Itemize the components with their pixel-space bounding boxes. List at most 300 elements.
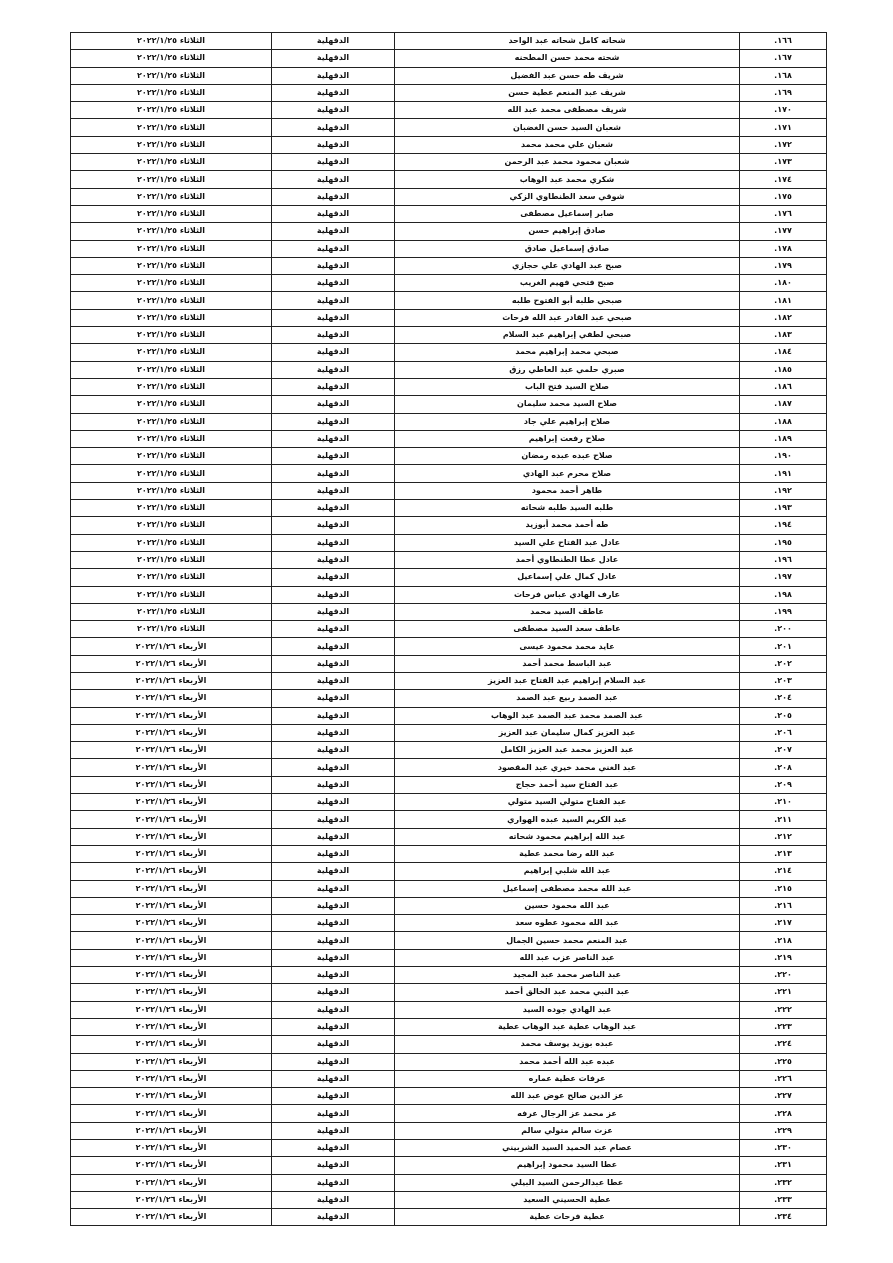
date-cell: الأربعاء ٢٠٢٢/١/٢٦ [71, 845, 272, 862]
row-number-cell: ٢٢٢. [740, 1001, 827, 1018]
date-cell: الأربعاء ٢٠٢٢/١/٢٦ [71, 967, 272, 984]
table-row [71, 448, 827, 465]
table-row [71, 1088, 827, 1105]
date-cell: الأربعاء ٢٠٢٢/١/٢٦ [71, 1001, 272, 1018]
table-row [71, 742, 827, 759]
row-number-cell: ٢٢٤. [740, 1036, 827, 1053]
governorate-cell: الدقهلية [272, 205, 395, 222]
table-row [71, 1070, 827, 1087]
governorate-cell: الدقهلية [272, 534, 395, 551]
full-name-cell: شريف طه حسن عبد الفضيل [395, 67, 740, 84]
table-row [71, 551, 827, 568]
date-cell: الثلاثاء ٢٠٢٢/١/٢٥ [71, 50, 272, 67]
row-number-cell: ٢١٨. [740, 932, 827, 949]
full-name-cell: شوقي سعد الطنطاوي الزكي [395, 188, 740, 205]
row-number-cell: ١٧٦. [740, 205, 827, 222]
row-number-cell: ١٨١. [740, 292, 827, 309]
row-number-cell: ٢٣٣. [740, 1191, 827, 1208]
row-number-cell: ١٨٥. [740, 361, 827, 378]
date-cell: الثلاثاء ٢٠٢٢/١/٢٥ [71, 534, 272, 551]
date-cell: الأربعاء ٢٠٢٢/١/٢٦ [71, 1036, 272, 1053]
date-cell: الأربعاء ٢٠٢٢/١/٢٦ [71, 672, 272, 689]
governorate-cell: الدقهلية [272, 551, 395, 568]
governorate-cell: الدقهلية [272, 828, 395, 845]
table-row [71, 430, 827, 447]
governorate-cell: الدقهلية [272, 1191, 395, 1208]
governorate-cell: الدقهلية [272, 586, 395, 603]
date-cell: الأربعاء ٢٠٢٢/١/٢٦ [71, 1174, 272, 1191]
full-name-cell: عطية الحسيني السعيد [395, 1191, 740, 1208]
row-number-cell: ٢١٣. [740, 845, 827, 862]
row-number-cell: ١٩١. [740, 465, 827, 482]
full-name-cell: عطا السيد محمود إبراهيم [395, 1157, 740, 1174]
date-cell: الثلاثاء ٢٠٢٢/١/٢٥ [71, 482, 272, 499]
table-row [71, 672, 827, 689]
governorate-cell: الدقهلية [272, 327, 395, 344]
governorate-cell: الدقهلية [272, 378, 395, 395]
full-name-cell: عبده عبد الله أحمد محمد [395, 1053, 740, 1070]
date-cell: الثلاثاء ٢٠٢٢/١/٢٥ [71, 223, 272, 240]
row-number-cell: ٢١٧. [740, 915, 827, 932]
governorate-cell: الدقهلية [272, 1018, 395, 1035]
governorate-cell: الدقهلية [272, 915, 395, 932]
full-name-cell: عصام عبد الحميد السيد الشربيني [395, 1140, 740, 1157]
date-cell: الأربعاء ٢٠٢٢/١/٢٦ [71, 759, 272, 776]
table-row [71, 154, 827, 171]
row-number-cell: ٢١٢. [740, 828, 827, 845]
table-row [71, 534, 827, 551]
table-row [71, 828, 827, 845]
table-row [71, 1053, 827, 1070]
governorate-cell: الدقهلية [272, 724, 395, 741]
governorate-cell: الدقهلية [272, 1174, 395, 1191]
governorate-cell: الدقهلية [272, 1070, 395, 1087]
full-name-cell: عبد المنعم محمد حسين الجمال [395, 932, 740, 949]
table-row [71, 1001, 827, 1018]
row-number-cell: ١٧٨. [740, 240, 827, 257]
table-row [71, 205, 827, 222]
date-cell: الثلاثاء ٢٠٢٢/١/٢٥ [71, 430, 272, 447]
governorate-cell: الدقهلية [272, 33, 395, 50]
row-number-cell: ١٧١. [740, 119, 827, 136]
table-row [71, 1140, 827, 1157]
row-number-cell: ٢٠٠. [740, 621, 827, 638]
date-cell: الثلاثاء ٢٠٢٢/١/٢٥ [71, 448, 272, 465]
row-number-cell: ٢٠٨. [740, 759, 827, 776]
row-number-cell: ١٩٥. [740, 534, 827, 551]
table-row [71, 984, 827, 1001]
table-row [71, 257, 827, 274]
full-name-cell: عبد الله محمد مصطفى إسماعيل [395, 880, 740, 897]
table-row [71, 1174, 827, 1191]
row-number-cell: ٢١٥. [740, 880, 827, 897]
row-number-cell: ٢١٠. [740, 794, 827, 811]
row-number-cell: ٢٢٨. [740, 1105, 827, 1122]
governorate-cell: الدقهلية [272, 811, 395, 828]
governorate-cell: الدقهلية [272, 1157, 395, 1174]
row-number-cell: ١٨٣. [740, 327, 827, 344]
full-name-cell: شريف مصطفى محمد عبد الله [395, 102, 740, 119]
full-name-cell: عبد الله إبراهيم محمود شحاته [395, 828, 740, 845]
date-cell: الأربعاء ٢٠٢٢/١/٢٦ [71, 984, 272, 1001]
table-row [71, 603, 827, 620]
governorate-cell: الدقهلية [272, 690, 395, 707]
governorate-cell: الدقهلية [272, 880, 395, 897]
table-row [71, 223, 827, 240]
governorate-cell: الدقهلية [272, 863, 395, 880]
governorate-cell: الدقهلية [272, 897, 395, 914]
governorate-cell: الدقهلية [272, 984, 395, 1001]
full-name-cell: عارف الهادي عباس فرحات [395, 586, 740, 603]
date-cell: الأربعاء ٢٠٢٢/١/٢٦ [71, 1122, 272, 1139]
date-cell: الأربعاء ٢٠٢٢/١/٢٦ [71, 863, 272, 880]
full-name-cell: عبد الصمد محمد عبد الصمد عبد الوهاب [395, 707, 740, 724]
table-row [71, 396, 827, 413]
table-row [71, 1122, 827, 1139]
date-cell: الأربعاء ٢٠٢٢/١/٢٦ [71, 742, 272, 759]
governorate-cell: الدقهلية [272, 621, 395, 638]
date-cell: الثلاثاء ٢٠٢٢/١/٢٥ [71, 586, 272, 603]
date-cell: الثلاثاء ٢٠٢٢/١/٢٥ [71, 84, 272, 101]
date-cell: الثلاثاء ٢٠٢٢/١/٢٥ [71, 257, 272, 274]
date-cell: الأربعاء ٢٠٢٢/١/٢٦ [71, 1018, 272, 1035]
date-cell: الثلاثاء ٢٠٢٢/١/٢٥ [71, 240, 272, 257]
full-name-cell: عبد الله محمود عطوه سعد [395, 915, 740, 932]
date-cell: الثلاثاء ٢٠٢٢/١/٢٥ [71, 292, 272, 309]
date-cell: الثلاثاء ٢٠٢٢/١/٢٥ [71, 136, 272, 153]
governorate-cell: الدقهلية [272, 188, 395, 205]
date-cell: الأربعاء ٢٠٢٢/١/٢٦ [71, 1088, 272, 1105]
governorate-cell: الدقهلية [272, 759, 395, 776]
table-row [71, 240, 827, 257]
full-name-cell: عبد الوهاب عطية عبد الوهاب عطية [395, 1018, 740, 1035]
date-cell: الأربعاء ٢٠٢٢/١/٢٦ [71, 1053, 272, 1070]
full-name-cell: عرفات عطية عماره [395, 1070, 740, 1087]
date-cell: الثلاثاء ٢٠٢٢/١/٢٥ [71, 188, 272, 205]
row-number-cell: ٢٣٢. [740, 1174, 827, 1191]
row-number-cell: ٢٢٧. [740, 1088, 827, 1105]
row-number-cell: ١٩٢. [740, 482, 827, 499]
date-cell: الأربعاء ٢٠٢٢/١/٢٦ [71, 880, 272, 897]
row-number-cell: ١٩٧. [740, 569, 827, 586]
full-name-cell: صبحي طلبه أبو الفتوح طلبه [395, 292, 740, 309]
governorate-cell: الدقهلية [272, 309, 395, 326]
governorate-cell: الدقهلية [272, 967, 395, 984]
row-number-cell: ١٩٣. [740, 500, 827, 517]
names-table [70, 32, 827, 1226]
date-cell: الأربعاء ٢٠٢٢/١/٢٦ [71, 794, 272, 811]
governorate-cell: الدقهلية [272, 171, 395, 188]
full-name-cell: عبد الغني محمد خيري عبد المقصود [395, 759, 740, 776]
row-number-cell: ١٧٥. [740, 188, 827, 205]
row-number-cell: ٢٠٥. [740, 707, 827, 724]
date-cell: الأربعاء ٢٠٢٢/١/٢٦ [71, 1191, 272, 1208]
full-name-cell: عبد الله رضا محمد عطية [395, 845, 740, 862]
governorate-cell: الدقهلية [272, 344, 395, 361]
full-name-cell: عزت سالم متولي سالم [395, 1122, 740, 1139]
row-number-cell: ١٩٠. [740, 448, 827, 465]
row-number-cell: ٢٢٠. [740, 967, 827, 984]
full-name-cell: عبد النبي محمد عبد الخالق أحمد [395, 984, 740, 1001]
governorate-cell: الدقهلية [272, 707, 395, 724]
full-name-cell: صلاح عبده عبده رمضان [395, 448, 740, 465]
table-row [71, 188, 827, 205]
governorate-cell: الدقهلية [272, 413, 395, 430]
governorate-cell: الدقهلية [272, 932, 395, 949]
row-number-cell: ١٩٨. [740, 586, 827, 603]
full-name-cell: صلاح إبراهيم علي جاد [395, 413, 740, 430]
governorate-cell: الدقهلية [272, 500, 395, 517]
date-cell: الأربعاء ٢٠٢٢/١/٢٦ [71, 1209, 272, 1226]
date-cell: الأربعاء ٢٠٢٢/١/٢٦ [71, 707, 272, 724]
row-number-cell: ٢٣١. [740, 1157, 827, 1174]
table-row [71, 275, 827, 292]
table-row [71, 361, 827, 378]
row-number-cell: ١٨٧. [740, 396, 827, 413]
table-row [71, 863, 827, 880]
full-name-cell: عبد الناصر محمد عبد المجيد [395, 967, 740, 984]
full-name-cell: عادل كمال علي إسماعيل [395, 569, 740, 586]
date-cell: الثلاثاء ٢٠٢٢/١/٢٥ [71, 378, 272, 395]
governorate-cell: الدقهلية [272, 361, 395, 378]
governorate-cell: الدقهلية [272, 396, 395, 413]
table-row [71, 119, 827, 136]
governorate-cell: الدقهلية [272, 655, 395, 672]
full-name-cell: صلاح السيد محمد سليمان [395, 396, 740, 413]
row-number-cell: ٢٢٣. [740, 1018, 827, 1035]
full-name-cell: عبد العزيز كمال سليمان عبد العزيز [395, 724, 740, 741]
governorate-cell: الدقهلية [272, 136, 395, 153]
table-row [71, 1105, 827, 1122]
governorate-cell: الدقهلية [272, 1105, 395, 1122]
table-row [71, 465, 827, 482]
full-name-cell: عبد الباسط محمد أحمد [395, 655, 740, 672]
full-name-cell: شعبان علي محمد محمد [395, 136, 740, 153]
full-name-cell: عادل عطا الطنطاوي أحمد [395, 551, 740, 568]
row-number-cell: ٢٣٤. [740, 1209, 827, 1226]
date-cell: الأربعاء ٢٠٢٢/١/٢٦ [71, 776, 272, 793]
governorate-cell: الدقهلية [272, 845, 395, 862]
date-cell: الثلاثاء ٢٠٢٢/١/٢٥ [71, 154, 272, 171]
row-number-cell: ١٦٩. [740, 84, 827, 101]
date-cell: الثلاثاء ٢٠٢٢/١/٢٥ [71, 327, 272, 344]
governorate-cell: الدقهلية [272, 794, 395, 811]
full-name-cell: شريف عبد المنعم عطية حسن [395, 84, 740, 101]
table-row [71, 759, 827, 776]
row-number-cell: ٢٠٤. [740, 690, 827, 707]
row-number-cell: ١٧٠. [740, 102, 827, 119]
governorate-cell: الدقهلية [272, 1140, 395, 1157]
governorate-cell: الدقهلية [272, 638, 395, 655]
table-row [71, 707, 827, 724]
governorate-cell: الدقهلية [272, 672, 395, 689]
table-row [71, 33, 827, 50]
table-row [71, 880, 827, 897]
row-number-cell: ١٩٤. [740, 517, 827, 534]
governorate-cell: الدقهلية [272, 1088, 395, 1105]
full-name-cell: عبد الهادي جوده السيد [395, 1001, 740, 1018]
table-row [71, 932, 827, 949]
table-row [71, 136, 827, 153]
row-number-cell: ٢٣٠. [740, 1140, 827, 1157]
row-number-cell: ٢٠٩. [740, 776, 827, 793]
governorate-cell: الدقهلية [272, 603, 395, 620]
row-number-cell: ١٨٢. [740, 309, 827, 326]
governorate-cell: الدقهلية [272, 430, 395, 447]
full-name-cell: عبد الله شلبي إبراهيم [395, 863, 740, 880]
table-row [71, 1157, 827, 1174]
full-name-cell: طه أحمد محمد أبوزيد [395, 517, 740, 534]
table-row [71, 67, 827, 84]
governorate-cell: الدقهلية [272, 448, 395, 465]
governorate-cell: الدقهلية [272, 1053, 395, 1070]
row-number-cell: ١٧٧. [740, 223, 827, 240]
table-row [71, 1036, 827, 1053]
date-cell: الثلاثاء ٢٠٢٢/١/٢٥ [71, 309, 272, 326]
date-cell: الثلاثاء ٢٠٢٢/١/٢٥ [71, 344, 272, 361]
row-number-cell: ١٦٧. [740, 50, 827, 67]
table-row [71, 292, 827, 309]
row-number-cell: ١٦٨. [740, 67, 827, 84]
table-row [71, 171, 827, 188]
governorate-cell: الدقهلية [272, 257, 395, 274]
governorate-cell: الدقهلية [272, 154, 395, 171]
table-row [71, 102, 827, 119]
table-row [71, 1209, 827, 1226]
table-row [71, 500, 827, 517]
governorate-cell: الدقهلية [272, 119, 395, 136]
full-name-cell: عاطف السيد محمد [395, 603, 740, 620]
table-body [71, 33, 827, 1226]
date-cell: الأربعاء ٢٠٢٢/١/٢٦ [71, 1070, 272, 1087]
governorate-cell: الدقهلية [272, 776, 395, 793]
row-number-cell: ١٧٣. [740, 154, 827, 171]
table-row [71, 638, 827, 655]
governorate-cell: الدقهلية [272, 949, 395, 966]
table-row [71, 915, 827, 932]
table-row [71, 413, 827, 430]
date-cell: الثلاثاء ٢٠٢٢/١/٢٥ [71, 171, 272, 188]
full-name-cell: صلاح السيد فتح الباب [395, 378, 740, 395]
governorate-cell: الدقهلية [272, 569, 395, 586]
date-cell: الثلاثاء ٢٠٢٢/١/٢٥ [71, 517, 272, 534]
full-name-cell: صادق إسماعيل صادق [395, 240, 740, 257]
table-row [71, 378, 827, 395]
row-number-cell: ١٨٠. [740, 275, 827, 292]
governorate-cell: الدقهلية [272, 482, 395, 499]
row-number-cell: ١٨٦. [740, 378, 827, 395]
full-name-cell: شحاته كامل شحاته عبد الواحد [395, 33, 740, 50]
date-cell: الأربعاء ٢٠٢٢/١/٢٦ [71, 915, 272, 932]
row-number-cell: ٢٢٦. [740, 1070, 827, 1087]
full-name-cell: شعبان السيد حسن الغضبان [395, 119, 740, 136]
row-number-cell: ١٩٩. [740, 603, 827, 620]
date-cell: الثلاثاء ٢٠٢٢/١/٢٥ [71, 465, 272, 482]
governorate-cell: الدقهلية [272, 240, 395, 257]
date-cell: الأربعاء ٢٠٢٢/١/٢٦ [71, 828, 272, 845]
full-name-cell: عادل عبد الفتاح علي السيد [395, 534, 740, 551]
date-cell: الأربعاء ٢٠٢٢/١/٢٦ [71, 932, 272, 949]
row-number-cell: ١٩٦. [740, 551, 827, 568]
governorate-cell: الدقهلية [272, 67, 395, 84]
table-row [71, 655, 827, 672]
full-name-cell: عبد السلام إبراهيم عبد الفتاح عبد العزيز [395, 672, 740, 689]
row-number-cell: ١٨٩. [740, 430, 827, 447]
governorate-cell: الدقهلية [272, 292, 395, 309]
full-name-cell: عز الدين صالح عوض عبد الله [395, 1088, 740, 1105]
row-number-cell: ٢١٦. [740, 897, 827, 914]
full-name-cell: عبد الفتاح متولي السيد متولي [395, 794, 740, 811]
row-number-cell: ١٨٤. [740, 344, 827, 361]
date-cell: الأربعاء ٢٠٢٢/١/٢٦ [71, 638, 272, 655]
table-row [71, 1191, 827, 1208]
row-number-cell: ٢٢٥. [740, 1053, 827, 1070]
table-row [71, 309, 827, 326]
full-name-cell: عطية فرحات عطية [395, 1209, 740, 1226]
date-cell: الثلاثاء ٢٠٢٢/١/٢٥ [71, 500, 272, 517]
date-cell: الثلاثاء ٢٠٢٢/١/٢٥ [71, 275, 272, 292]
governorate-cell: الدقهلية [272, 223, 395, 240]
date-cell: الثلاثاء ٢٠٢٢/١/٢٥ [71, 396, 272, 413]
governorate-cell: الدقهلية [272, 84, 395, 101]
table-row [71, 517, 827, 534]
full-name-cell: صبحي لطفي إبراهيم عبد السلام [395, 327, 740, 344]
row-number-cell: ١٧٢. [740, 136, 827, 153]
table-row [71, 897, 827, 914]
governorate-cell: الدقهلية [272, 50, 395, 67]
row-number-cell: ١٦٦. [740, 33, 827, 50]
date-cell: الثلاثاء ٢٠٢٢/١/٢٥ [71, 413, 272, 430]
row-number-cell: ١٧٩. [740, 257, 827, 274]
table-row [71, 621, 827, 638]
governorate-cell: الدقهلية [272, 102, 395, 119]
date-cell: الأربعاء ٢٠٢٢/١/٢٦ [71, 811, 272, 828]
governorate-cell: الدقهلية [272, 517, 395, 534]
table-row [71, 724, 827, 741]
table-row [71, 327, 827, 344]
governorate-cell: الدقهلية [272, 1209, 395, 1226]
row-number-cell: ٢٠٢. [740, 655, 827, 672]
date-cell: الأربعاء ٢٠٢٢/١/٢٦ [71, 724, 272, 741]
table-row [71, 50, 827, 67]
full-name-cell: عبد الصمد ربيع عبد الصمد [395, 690, 740, 707]
governorate-cell: الدقهلية [272, 465, 395, 482]
full-name-cell: عبد الله محمود حسين [395, 897, 740, 914]
row-number-cell: ٢٠٦. [740, 724, 827, 741]
row-number-cell: ٢١٩. [740, 949, 827, 966]
date-cell: الأربعاء ٢٠٢٢/١/٢٦ [71, 1140, 272, 1157]
row-number-cell: ٢٢٩. [740, 1122, 827, 1139]
date-cell: الثلاثاء ٢٠٢٢/١/٢٥ [71, 551, 272, 568]
full-name-cell: صلاح رفعت إبراهيم [395, 430, 740, 447]
full-name-cell: عاطف سعد السيد مصطفى [395, 621, 740, 638]
table-row [71, 1018, 827, 1035]
full-name-cell: صبري حلمي عبد العاطي رزق [395, 361, 740, 378]
full-name-cell: صلاح محرم عبد الهادي [395, 465, 740, 482]
full-name-cell: صادق إبراهيم حسن [395, 223, 740, 240]
date-cell: الثلاثاء ٢٠٢٢/١/٢٥ [71, 603, 272, 620]
date-cell: الثلاثاء ٢٠٢٢/١/٢٥ [71, 33, 272, 50]
row-number-cell: ٢٠٧. [740, 742, 827, 759]
date-cell: الثلاثاء ٢٠٢٢/١/٢٥ [71, 205, 272, 222]
full-name-cell: عبده بوزيد يوسف محمد [395, 1036, 740, 1053]
governorate-cell: الدقهلية [272, 1122, 395, 1139]
date-cell: الثلاثاء ٢٠٢٢/١/٢٥ [71, 67, 272, 84]
full-name-cell: عطا عبدالرحمن السيد البيلي [395, 1174, 740, 1191]
table-row [71, 845, 827, 862]
table-row [71, 811, 827, 828]
date-cell: الأربعاء ٢٠٢٢/١/٢٦ [71, 949, 272, 966]
